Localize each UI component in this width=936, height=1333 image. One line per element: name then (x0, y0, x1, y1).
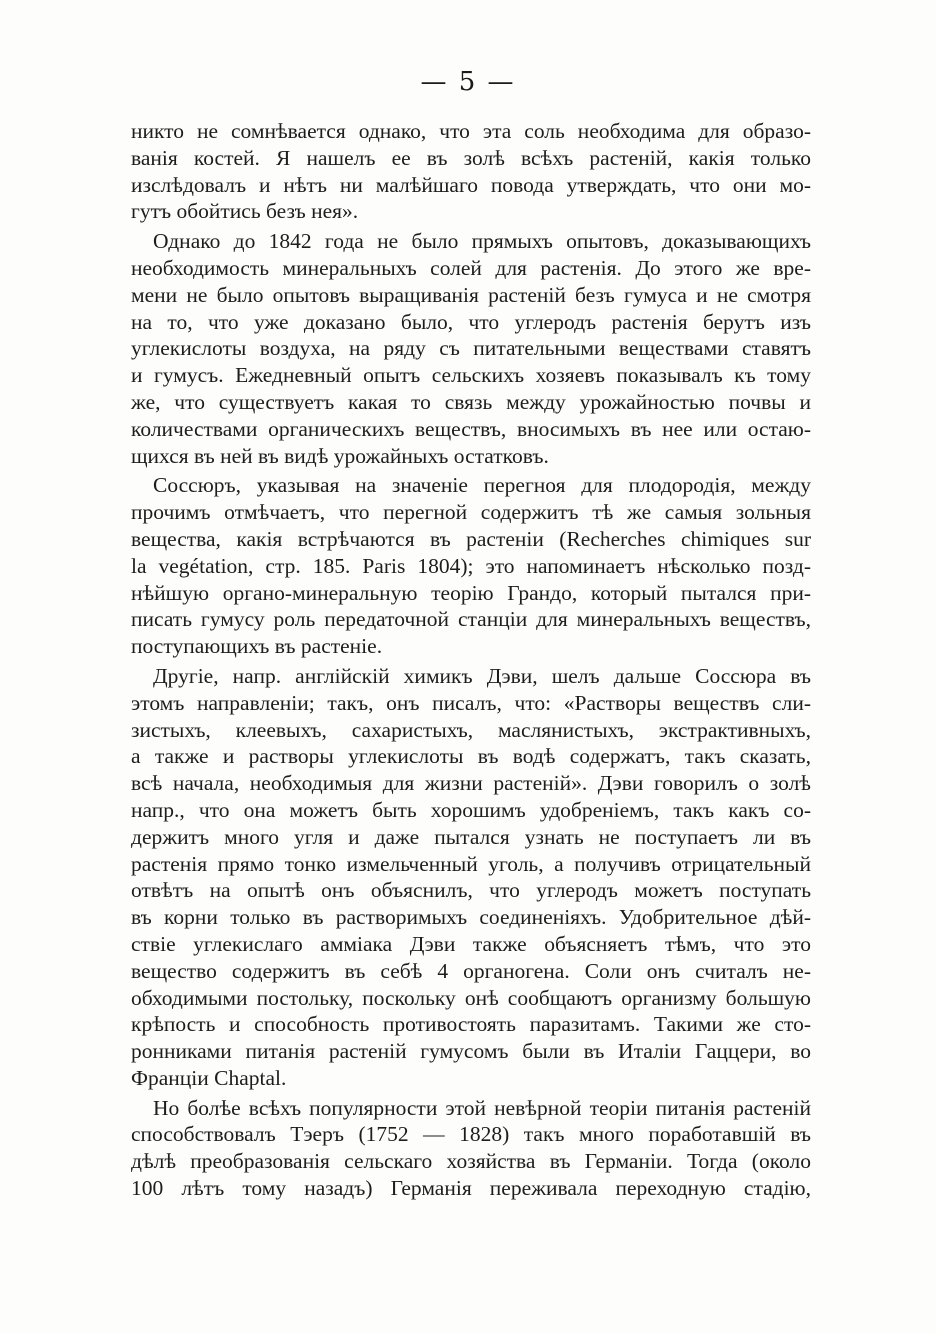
text-line: количествами органическихъ веществъ, вносимыхъ въ нее или остаю- (131, 416, 811, 441)
text-line: крѣпость и способность противостоять паразитамъ. Такими же сто- (131, 1012, 811, 1037)
text-line: ствіе углекислаго амміака Дэви также объясняетъ тѣмъ, что это (131, 931, 811, 956)
text-line: изслѣдовалъ и нѣтъ ни малѣйшаго повода утверждать, что они мо- (131, 172, 811, 197)
text-line: нѣйшую органо-минеральную теорію Грандо, который пытался при- (131, 580, 811, 605)
text-line: на то, что уже доказано было, что углеродъ растенія берутъ изъ (131, 309, 811, 334)
text-line: обходимыми постольку, поскольку онѣ сообщаютъ организму большую (131, 985, 811, 1010)
text-line: Франціи Chaptal. (131, 1065, 287, 1090)
text-line: этомъ направленіи; такъ, онъ писалъ, что: «Растворы веществъ сли- (131, 690, 811, 715)
text-line: 100 лѣтъ тому назадъ) Германія переживала переходную стадію, (131, 1176, 811, 1201)
text-line: гутъ обойтись безъ нея». (131, 199, 359, 224)
page-number: — 5 — (420, 67, 516, 97)
text-line: зистыхъ, клеевыхъ, сахаристыхъ, маслянистыхъ, экстрактивныхъ, (131, 717, 811, 742)
text-line: растенія прямо тонко измельченный уголь, а получивъ отрицательный (131, 851, 811, 876)
text-line: Другіе, напр. англійскій химикъ Дэви, шелъ дальше Соссюра въ (153, 663, 811, 688)
text-line: въ корни только въ растворимыхъ соединеніяхъ. Удобрительное дѣй- (131, 905, 811, 930)
text-line: Но болѣе всѣхъ популярности этой невѣрной теоріи питанія растеній (153, 1095, 811, 1120)
body-text (131, 118, 811, 1202)
text-line: никто не сомнѣвается однако, что эта соль необходима для образо- (131, 119, 811, 143)
text-line: необходимость минеральныхъ солей для растенія. До этого же вре- (131, 255, 811, 280)
text-line: а также и растворы углекислоты въ водѣ содержатъ, такъ сказать, (131, 744, 811, 769)
text-line: всѣ начала, необходимыя для жизни растеній». Дэви говорилъ о золѣ (131, 771, 811, 796)
text-line: дѣлѣ преобразованія сельскаго хозяйства въ Германіи. Тогда (около (131, 1149, 811, 1174)
text-line: la vegétation, стр. 185. Paris 1804); это напоминаетъ нѣсколько позд- (131, 553, 811, 578)
text-line: же, что существуетъ какая то связь между урожайностью почвы и (131, 389, 811, 414)
text-line: углекислоты воздуха, на ряду съ питательными веществами ставятъ (131, 336, 811, 361)
text-line: мени не было опытовъ выращиванія растеній безъ гумуса и не смотря (131, 282, 811, 307)
text-line: ванія костей. Я нашелъ ее въ золѣ всѣхъ растеній, какія только (131, 145, 811, 170)
text-line: Соссюръ, указывая на значеніе перегноя для плодородія, между (153, 473, 811, 498)
text-line: вещества, какія встрѣчаются въ растеніи (Recherches chimiques sur (131, 526, 811, 551)
text-line: писать гумусу роль передаточной станціи для минеральныхъ веществъ, (131, 607, 811, 632)
text-line: отвѣтъ на опытѣ онъ объяснилъ, что углеродъ можетъ поступать (131, 878, 811, 903)
text-line: ронниками питанія растеній гумусомъ были въ Италіи Гаццери, во (131, 1039, 811, 1064)
text-line: Однако до 1842 года не было прямыхъ опытовъ, доказывающихъ (153, 229, 811, 254)
text-line: прочимъ отмѣчаетъ, что перегной содержитъ тѣ же самыя зольныя (131, 500, 811, 525)
text-line: щихся въ ней въ видѣ урожайныхъ остатковъ. (131, 443, 549, 468)
text-line: способствовалъ Тэеръ (1752 — 1828) такъ много поработавшій въ (131, 1122, 811, 1147)
text-line: вещество содержитъ въ себѣ 4 органогена. Соли онъ считалъ не- (131, 958, 811, 983)
text-line: напр., что она можетъ быть хорошимъ удобреніемъ, такъ какъ со- (131, 797, 811, 822)
text-line: и гумусъ. Ежедневный опытъ сельскихъ хозяевъ показывалъ къ тому (131, 363, 811, 388)
text-line: держитъ много угля и даже пытался узнать не поступаетъ ли въ (131, 824, 811, 849)
text-line: поступающихъ въ растеніе. (131, 634, 383, 659)
